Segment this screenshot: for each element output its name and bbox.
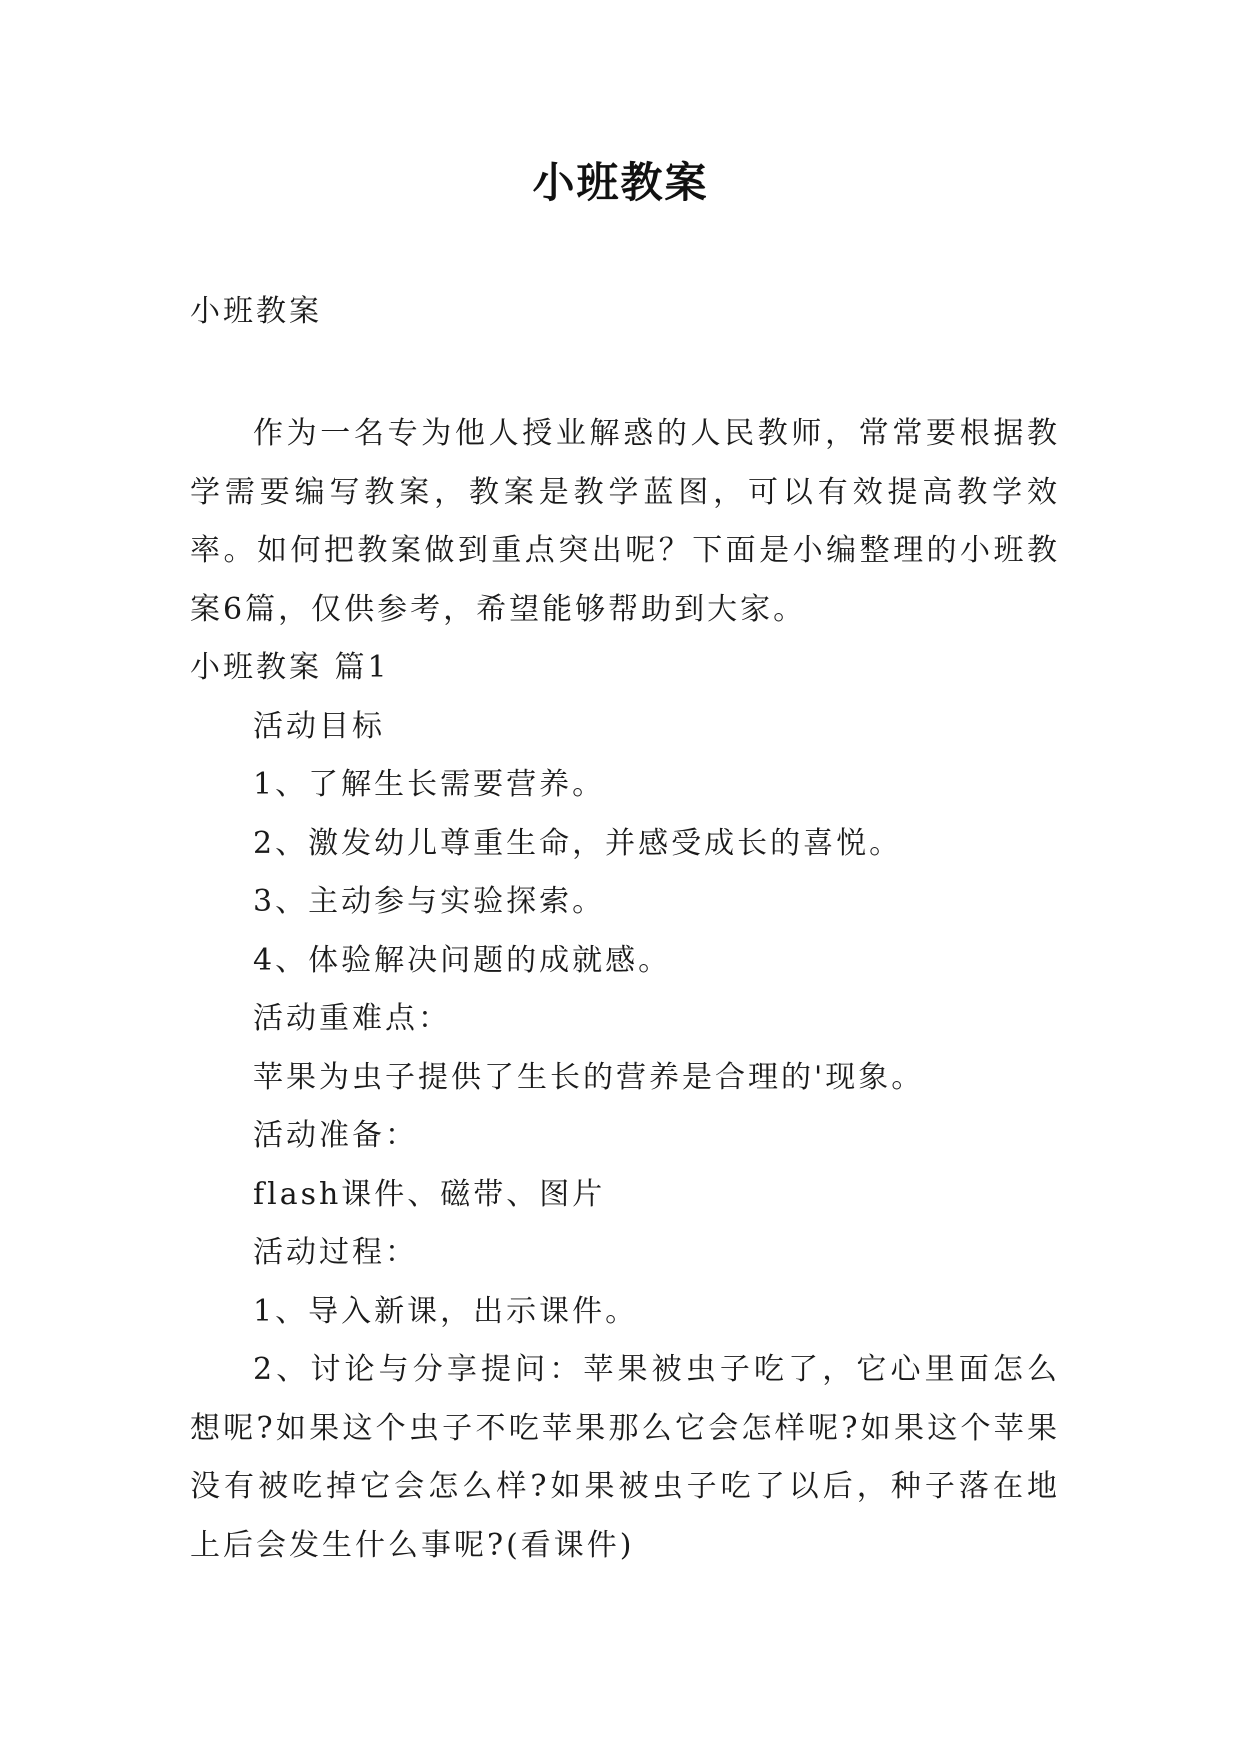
- document-body: [190, 405, 1060, 1575]
- objective-item: 4、体验解决问题的成就感。: [253, 942, 672, 978]
- process-heading: 活动过程：: [253, 1235, 418, 1270]
- preparation-heading: 活动准备：: [253, 1118, 418, 1153]
- preparation-text: flash课件、磁带、图片: [253, 1176, 606, 1212]
- objective-item: 1、了解生长需要营养。: [253, 767, 606, 802]
- section-heading: 小班教案 篇1: [190, 650, 390, 685]
- key-points-heading: 活动重难点：: [253, 1001, 451, 1036]
- document-title: 小班教案: [532, 158, 709, 207]
- intro-paragraph: 作为一名专为他人授业解惑的人民教师，常常要根据教学需要编写教案，教案是教学蓝图，可以有效提高教学效率。如何把教案做到重点突出呢？下面是小编整理的小班教案6篇，仅供参考，希望能够帮助到大家。: [190, 416, 1060, 627]
- objectives-heading: 活动目标: [253, 708, 385, 744]
- objective-item: 3、主动参与实验探索。: [253, 884, 606, 919]
- document-subtitle: 小班教案: [190, 294, 322, 329]
- process-step: 1、导入新课，出示课件。: [253, 1293, 639, 1329]
- discussion-paragraph: 2、讨论与分享提问：苹果被虫子吃了，它心里面怎么想呢?如果这个虫子不吃苹果那么它会怎样呢?如果这个苹果没有被吃掉它会怎么样?如果被虫子吃了以后，种子落在地上后会发生什么事呢?(看课件): [190, 1352, 1060, 1563]
- objective-item: 2、激发幼儿尊重生命，并感受成长的喜悦。: [253, 825, 903, 861]
- key-points-text: 苹果为虫子提供了生长的营养是合理的'现象。: [253, 1059, 925, 1095]
